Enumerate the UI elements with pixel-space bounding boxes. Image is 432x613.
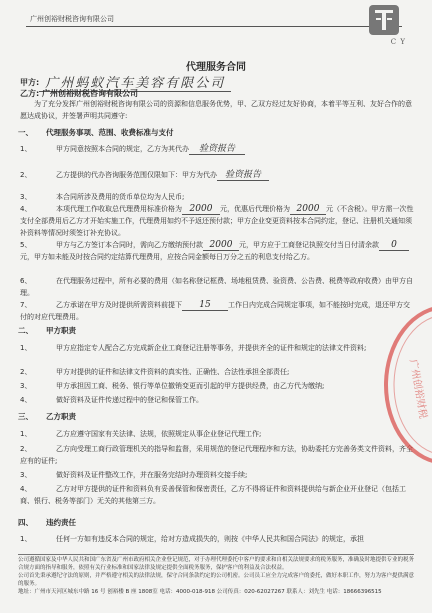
footer-line-3: 地址：广州市天河区城东中路 16 号 创裕楼 B 座 1808室 电话：4000-018-918 公司传真：020-62027267 联系人：刘先生 电话：18666396515 bbox=[18, 589, 382, 595]
clause-1-5: 5、 甲方与乙方签订本合同时，需向乙方缴纳预付款 2000 元，甲方应于工商登记执照交付当日付清余款 0元，甲方如未能及时按合同约定结算代理费用，应按合同金额每日万分之五的利息支付给乙方。 bbox=[20, 239, 414, 263]
footer-line-2: 公司首先秉承遵纪守法的原则，并严格遵守相关的法律法规，保守合同条款约定的公司机密。公司员工应全力完成客户的委托，做好本职工作，努力为客户提供满意的服务。 bbox=[18, 573, 415, 587]
document-title: 代理服务合同 bbox=[186, 62, 246, 73]
party-b: 乙方: 广州创裕财税咨询有限公司 bbox=[20, 89, 138, 98]
fill-workdays: 15 bbox=[182, 300, 228, 311]
clause-3-1: 1、 乙方应遵守国家有关法律、法规，依照规定从事企业登记代理工作; bbox=[20, 430, 262, 438]
section-heading: 二、 甲方职责 bbox=[18, 326, 76, 335]
clause-3-4: 4、 乙方对甲方提供的证件和资料负有妥善保管和保密责任，乙方不得将证件和资料提供给与新企业开业登记（包括工商、银行、税务等部门）无关的其他第三方。 bbox=[20, 485, 406, 505]
logo-letters: C Y bbox=[390, 38, 406, 46]
clause-1-3: 3、 本合同所涉及费用的货币单位均为人民币; bbox=[20, 193, 185, 201]
fill-prepayment: 2000 bbox=[203, 240, 239, 251]
fill-service-2: 验资报告 bbox=[217, 170, 269, 181]
clause-1-1: 1、 甲方同意按照本合同的规定，乙方为其代办 验资报告 bbox=[20, 143, 414, 155]
fill-discount-price: 2000 bbox=[290, 204, 326, 215]
fill-service-1: 验资报告 bbox=[189, 144, 245, 155]
clause-2-4: 4、 做好资料及证件传递过程中的登记和保管工作。 bbox=[20, 396, 203, 404]
clause-2-3: 3、 甲方承担因工商、税务、银行等单位撤销变更而引起的甲方提供经费，由乙方代为缴纳; bbox=[20, 382, 325, 390]
footer bbox=[18, 556, 414, 596]
fill-standard-price: 2000 bbox=[182, 204, 220, 215]
svg-text:广州创裕财税: 广州创裕财税 bbox=[407, 358, 429, 420]
header-divider bbox=[26, 26, 402, 27]
party-a bbox=[20, 70, 231, 89]
section-heading: 一、 代理服务事项、范围、收费标准与支付 bbox=[18, 128, 174, 137]
party-a-label: 甲方: bbox=[20, 78, 40, 87]
clause-3-2: 2、 乙方向受理工商行政管理机关的指导和监督，采用规范的登记代理程序和方法，协助委托方完善务类文件资料，齐全应有的证件; bbox=[20, 445, 413, 465]
intro-paragraph: 为了充分发挥广州创裕财税咨询有限公司的资源和信息服务优势，甲、乙双方经过友好协商，本着平等互利、友好合作的意愿达成协议，并签署声明共同遵守: bbox=[20, 100, 412, 120]
clause-4-1: 1、 任何一方如有违反本合同的规定，给对方造成损失的，则按《中华人民共和国合同法》的规定，承担 bbox=[20, 535, 364, 543]
clause-1-2: 2、 乙方提供的代办咨询服务范围仅限如下：甲方为代办 验资报告 bbox=[20, 169, 414, 181]
fill-balance: 0 bbox=[379, 240, 409, 251]
section-heading: 三、 乙方职责 bbox=[18, 412, 76, 421]
clause-2-2: 2、 甲方对提供的证件和法律文件资料的真实性、正确性、合法性承担全部责任; bbox=[20, 368, 290, 376]
company-logo-icon bbox=[366, 2, 402, 38]
footer-divider bbox=[18, 554, 414, 555]
section-heading: 四、 违约责任 bbox=[18, 518, 76, 527]
clause-1-6: 6、 在代理服务过程中，所有必要的费用（如名称登记框费、场地租赁费、验资费、公告费、税费等政府收费）由甲方自理。 bbox=[20, 277, 413, 297]
party-a-name: 广州蚂蚁汽车美容有限公司 bbox=[39, 76, 231, 92]
footer-line-1: 公司遵循国家及中华人民共和国广东省及广州市政府相关企业登记规范，对于办理代理委托中客户的要求和自相关法规要求的税务服务，准确及时地提供专业的税务合规方面的指导和服务，依照有关行业标准和国家法律及规定提供全面税务服务，保护客户的利益及合法权益。 bbox=[18, 557, 415, 571]
clause-2-1: 1、 甲方应指定专人配合乙方完成新企业工商登记注册等事务，并提供齐全的证件和规定的法律文件资料; bbox=[20, 344, 367, 352]
clause-3-3: 3、 做好资料及证件整改工作，并在服务完结时办理资料交接手续; bbox=[20, 471, 248, 479]
company-seal-stamp bbox=[376, 300, 432, 470]
clause-1-7: 7、 乙方承诺在甲方及时提供所需资料前提下 15 工作日内完成合同规定事项，如不能按时完成，退还甲方交付的对应代理费用。 bbox=[20, 300, 410, 321]
header-company-name: 广州创裕财税咨询有限公司 bbox=[30, 15, 114, 23]
clause-1-4: 4、 本项代理工作收取总代理费用标准价格为 2000 元，优惠后代理价格为 2000 元（不含税）。甲方需一次性支付全部费用后乙方才开始实施工作，代理费用如约不予返还预付款；甲方企业变更资料按本合同约定，登记、注册机关通知须补资料等情况时须签订补充协议。 bbox=[20, 204, 414, 237]
